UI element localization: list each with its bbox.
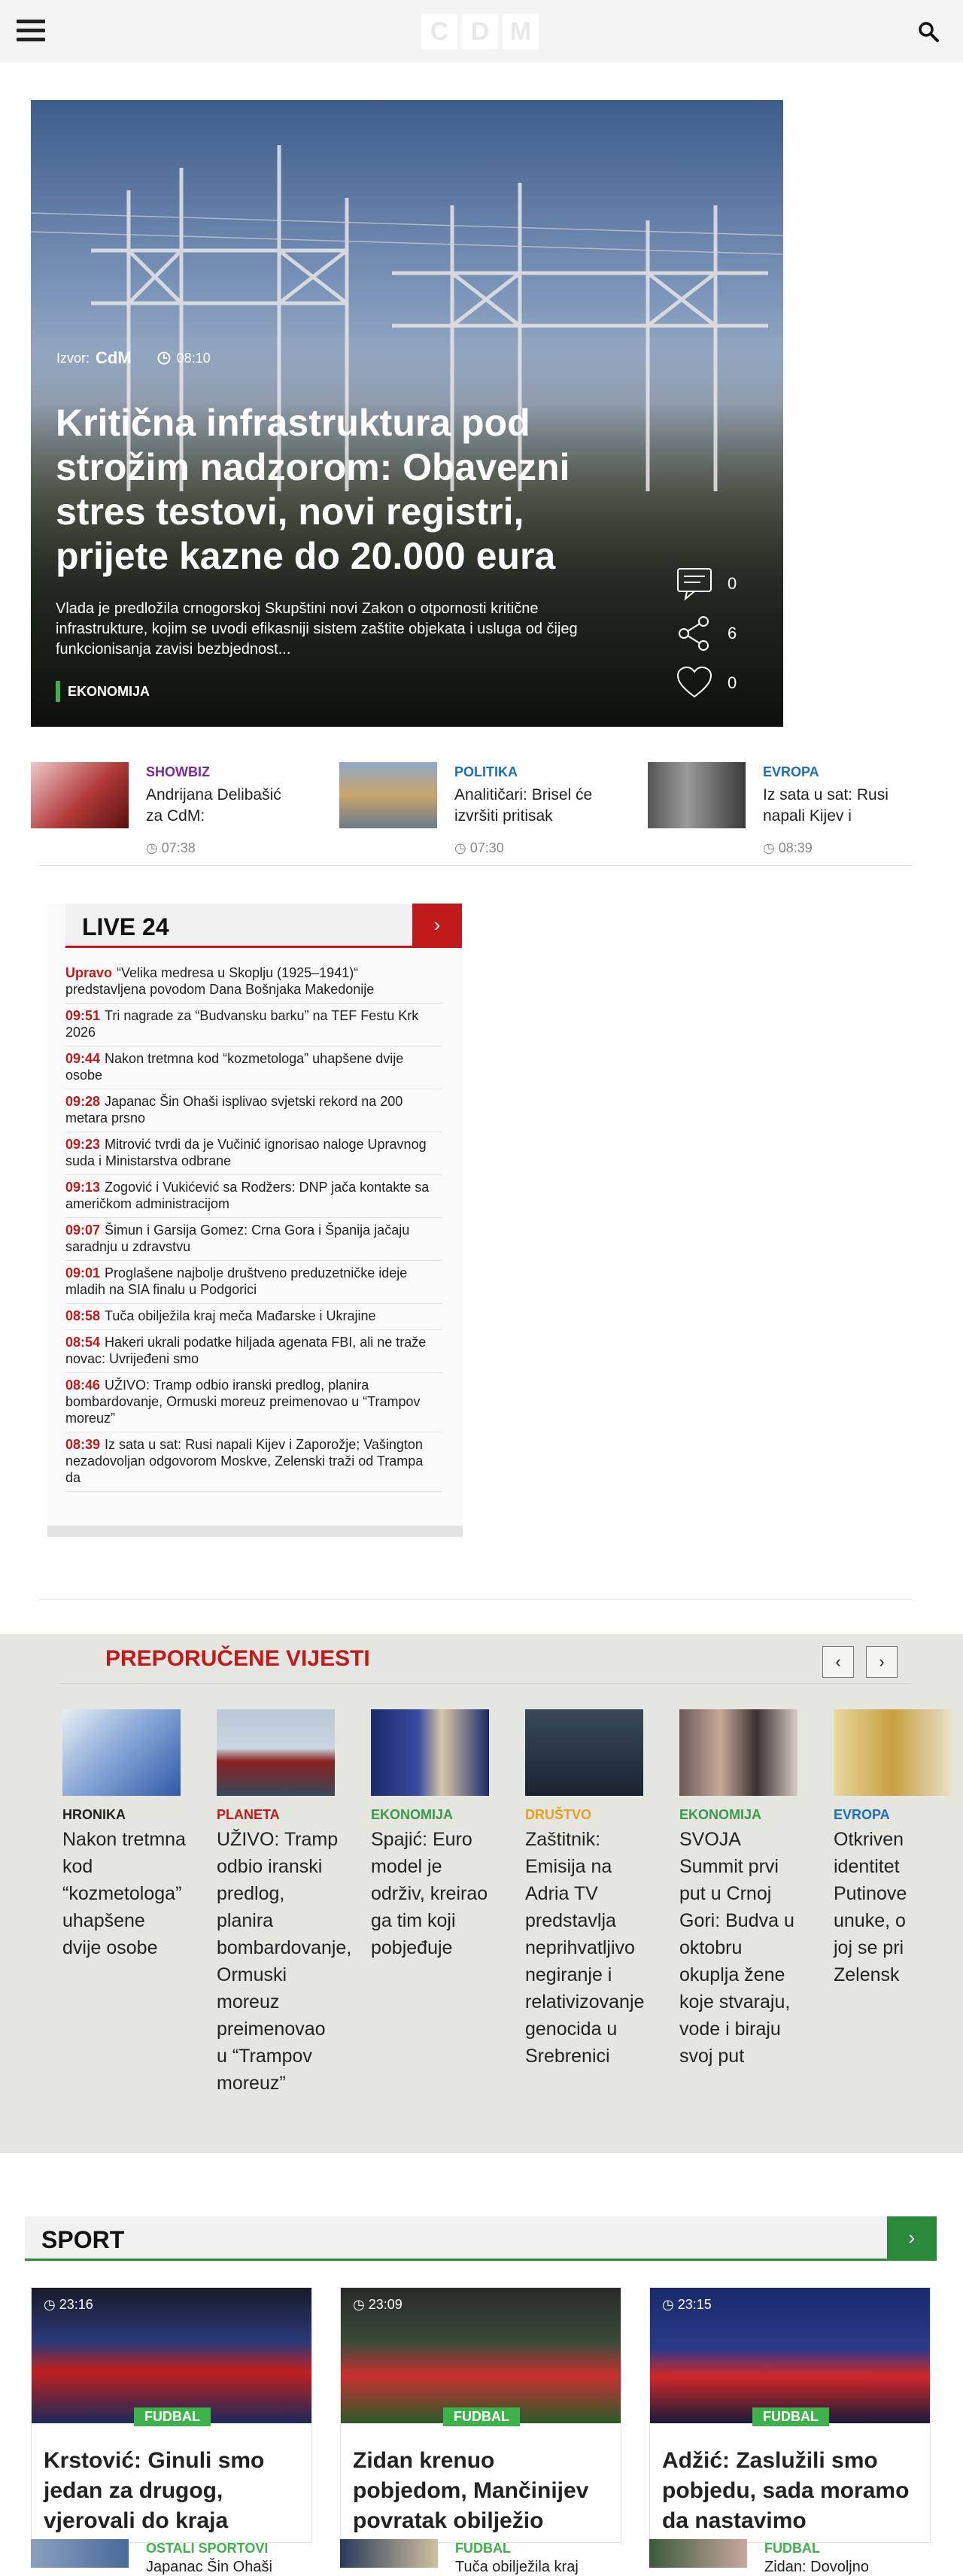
card-category[interactable]: DRUŠTVO [525, 1807, 592, 1822]
news-time-value: 07:38 [161, 840, 196, 855]
card-category[interactable]: EKONOMIJA [679, 1807, 762, 1822]
next-arrow-button[interactable]: › [866, 1646, 898, 1678]
live-item[interactable] [65, 1132, 442, 1175]
live-item[interactable] [65, 1175, 442, 1218]
news-category[interactable]: POLITIKA [454, 764, 518, 779]
recommended-title: PREPORUČENE VIJESTI [105, 1646, 370, 1671]
live-item-time: 09:23 [65, 1137, 101, 1152]
card-category[interactable]: HRONIKA [62, 1807, 126, 1822]
live-item-time: 09:51 [65, 1008, 101, 1023]
sport-mini-item[interactable] [31, 2539, 312, 2575]
news-category[interactable]: SHOWBIZ [146, 764, 210, 779]
logo-letter: M [503, 14, 539, 50]
comment-icon [675, 564, 714, 603]
hero-category-badge[interactable]: EKONOMIJA [56, 681, 150, 702]
recommended-section [0, 1634, 963, 2153]
live-list[interactable] [65, 961, 442, 1521]
card-badge[interactable]: FUDBAL [134, 2407, 211, 2426]
live-scrollbar[interactable] [47, 1526, 463, 1537]
hero-time: 08:10 [176, 350, 211, 366]
news-time: ◷ 08:39 [763, 840, 813, 855]
card-category[interactable]: EVROPA [834, 1807, 890, 1822]
sport-more-button[interactable]: › [887, 2216, 937, 2259]
live-item-text: Hakeri ukrali podatke hiljada agenata FBI, ali ne traže novac: Uvrijeđeni smo [65, 1335, 427, 1366]
card-title[interactable]: SVOJA Summit prvi put u Crnoj Gori: Budva u oktobru okuplja žene koje stvaraju, vode i biraju svoj put [679, 1829, 794, 2067]
live-header [65, 904, 462, 948]
recommended-card[interactable] [371, 1709, 495, 1961]
news-title[interactable]: Analitičari: Brisel će izvršiti pritisak [454, 786, 593, 825]
hero-meta [56, 348, 211, 368]
source-label: Izvor: [56, 350, 90, 366]
news-time: ◷ 07:30 [454, 840, 504, 855]
live-item-text: UŽIVO: Tramp odbio iranski predlog, planira bombardovanje, Ormuski moreuz preimenovao u “Trampov moreuz” [65, 1378, 421, 1426]
live-item-time: 08:46 [65, 1378, 101, 1393]
live-item[interactable] [65, 1304, 442, 1330]
mini-news-item[interactable] [31, 762, 317, 856]
site-logo[interactable] [421, 14, 542, 50]
live-feed [47, 904, 463, 1537]
sport-card[interactable] [649, 2287, 931, 2543]
live-item[interactable] [65, 1089, 442, 1132]
news-category[interactable]: FUDBAL [764, 2541, 820, 2556]
live-item[interactable] [65, 1004, 442, 1046]
live-item-time: 08:54 [65, 1335, 101, 1350]
live-item[interactable] [65, 1046, 442, 1089]
live-item-text: “Velika medresa u Skoplju (1925–1941)“ predstavljena povodom Dana Bošnjaka Makedonije [65, 965, 375, 997]
live-item[interactable] [65, 1218, 442, 1261]
sport-title: SPORT [41, 2226, 125, 2253]
source-name: CdM [96, 348, 132, 367]
card-category[interactable]: EKONOMIJA [371, 1807, 454, 1822]
live-item-text: Tri nagrade za “Budvansku barku” na TEF Festu Krk 2026 [65, 1008, 419, 1040]
news-thumbnail [340, 2539, 438, 2568]
sport-card[interactable] [340, 2287, 621, 2543]
sport-mini-item[interactable] [340, 2539, 621, 2575]
heart-icon [675, 664, 714, 703]
live-item-time: 08:58 [65, 1308, 101, 1323]
shares-stat[interactable] [675, 609, 758, 658]
card-time: ◷ 23:16 [44, 2297, 93, 2312]
live-item-time: 09:01 [65, 1265, 101, 1280]
card-image [217, 1709, 335, 1796]
likes-count: 0 [728, 673, 737, 692]
card-badge[interactable]: FUDBAL [752, 2407, 829, 2426]
prev-arrow-button[interactable]: ‹ [822, 1646, 854, 1678]
news-category[interactable]: EVROPA [763, 764, 819, 779]
hero-article[interactable] [31, 100, 783, 727]
card-category[interactable]: PLANETA [217, 1807, 280, 1822]
card-image [834, 1709, 952, 1796]
recommended-card[interactable] [679, 1709, 804, 2070]
recommended-card[interactable] [834, 1709, 963, 1988]
live-item-text: Mitrović tvrdi da je Vučinić ignorisao naloge Upravnog suda i Ministarstva odbrane [65, 1137, 427, 1168]
live-item-text: Japanac Šin Ohaši isplivao svjetski rekord na 200 metara prsno [65, 1094, 403, 1125]
mini-news-item[interactable] [339, 762, 625, 856]
comments-stat[interactable] [675, 559, 758, 609]
news-thumbnail [648, 762, 746, 828]
live-item[interactable] [65, 961, 442, 1004]
live-item-time: 08:39 [65, 1437, 101, 1452]
card-title[interactable]: Spajić: Euro model je održiv, kreirao ga tim koji pobjeđuje [371, 1829, 488, 1958]
news-title[interactable]: Japanac Šin Ohaši [146, 2559, 272, 2575]
share-icon [675, 614, 714, 653]
news-thumbnail [31, 2539, 129, 2568]
live-item-text: Iz sata u sat: Rusi napali Kijev i Zaporožje; Vašington nezadovoljan odgovorom Moskve, Zelenski traži od Trampa da [65, 1437, 424, 1485]
hero-stats [675, 559, 758, 708]
card-image [371, 1709, 489, 1796]
news-title[interactable]: Tuča obilježila kraj [455, 2559, 579, 2575]
live-item-text: Šimun i Garsija Gomez: Crna Gora i Španija jačaju saradnju u zdravstvu [65, 1223, 410, 1254]
card-title[interactable]: Zidan krenuo pobjedom, Mančinijev povratak obilježio [353, 2448, 589, 2533]
live-item-time: 09:07 [65, 1223, 101, 1238]
clock-icon [157, 351, 171, 365]
hero-title[interactable]: Kritična infrastruktura pod strožim nadzorom: Obavezni stres testovi, novi registri, prijete kazne do 20.000 eura [56, 402, 570, 577]
news-title[interactable]: Iz sata u sat: Rusi napali Kijev i [763, 786, 889, 825]
news-category[interactable]: OSTALI SPORTOVI [146, 2541, 269, 2556]
card-time-value: 23:15 [677, 2297, 712, 2312]
shares-count: 6 [728, 624, 737, 642]
logo-letter: C [421, 14, 457, 50]
mini-news-item[interactable] [648, 762, 934, 856]
news-thumbnail [31, 762, 129, 828]
news-time: ◷ 07:38 [146, 840, 196, 855]
card-title[interactable]: UŽIVO: Tramp odbio iranski predlog, planira bombardovanje, Ormuski moreuz preimenovao u “Trampov moreuz” [217, 1829, 352, 2094]
news-thumbnail [649, 2539, 747, 2568]
live-item-text: Tuča obilježila kraj meča Mađarske i Ukrajine [105, 1308, 376, 1323]
news-category[interactable]: FUDBAL [455, 2541, 511, 2556]
section-divider [39, 865, 912, 866]
card-time: ◷ 23:15 [662, 2297, 712, 2312]
news-time-value: 07:30 [469, 840, 504, 855]
sport-card[interactable] [31, 2287, 312, 2543]
recommended-card[interactable] [525, 1709, 649, 2070]
card-title[interactable]: Zaštitnik: Emisija na Adria TV predstavlja neprihvatljivo negiranje i relativizovanje genocida u Srebrenici [525, 1829, 645, 2067]
card-title[interactable]: Adžić: Zaslužili smo pobjedu, sada moramo da nastavimo [662, 2448, 910, 2533]
card-image [62, 1709, 181, 1796]
live-item-time: 09:28 [65, 1094, 101, 1109]
card-time: ◷ 23:09 [353, 2297, 403, 2312]
news-time-value: 08:39 [778, 840, 813, 855]
recommended-card[interactable] [62, 1709, 187, 1961]
live-item[interactable] [65, 1330, 442, 1373]
live-item-text: Zogović i Vukićević sa Rodžers: DNP jača kontakte sa američkom administracijom [65, 1180, 430, 1211]
live-item-text: Proglašene najbolje društveno preduzetničke ideje mladih na SIA finalu u Podgorici [65, 1265, 408, 1297]
live-item-time: Upravo [65, 965, 113, 980]
news-title[interactable]: Zidan: Dovoljno [764, 2559, 869, 2575]
logo-letter: D [462, 14, 498, 50]
live-item[interactable] [65, 1261, 442, 1304]
search-icon[interactable] [918, 21, 939, 42]
live-title: LIVE 24 [82, 913, 169, 940]
live-more-button[interactable]: › [412, 904, 462, 946]
recommended-divider [60, 1683, 910, 1684]
recommended-card[interactable] [217, 1709, 352, 2097]
live-item[interactable] [65, 1373, 442, 1432]
card-title[interactable]: Krstović: Ginuli smo jedan za drugog, vjerovali do kraja [44, 2448, 265, 2533]
card-badge[interactable]: FUDBAL [443, 2407, 520, 2426]
news-title[interactable]: Andrijana Delibašić za CdM: [146, 786, 281, 825]
hamburger-icon[interactable] [17, 20, 45, 42]
news-thumbnail [339, 762, 437, 828]
live-item-time: 09:13 [65, 1180, 101, 1195]
card-time-value: 23:16 [59, 2297, 93, 2312]
sport-mini-item[interactable] [649, 2539, 931, 2575]
live-item[interactable] [65, 1432, 442, 1492]
hero-lead: Vlada je predložila crnogorskoj Skupštini novi Zakon o otpornosti kritične infrastrukture, kojim se uvodi efikasniji sistem zaštite objekata i usluga od čijeg funkcionisanja zavisi bezbjednost... [56, 600, 578, 658]
card-image [525, 1709, 643, 1796]
live-item-text: Nakon tretmna kod “kozmetologa” uhapšene dvije osobe [65, 1051, 404, 1083]
sport-header [25, 2216, 937, 2261]
card-title[interactable]: Nakon tretmna kod “kozmetologa” uhapšene dvije osobe [62, 1829, 186, 1958]
likes-stat[interactable] [675, 658, 758, 708]
card-title[interactable]: Otkriven identitet Putinove unuke, o joj se pri Zelensk [834, 1829, 907, 1985]
card-time-value: 23:09 [368, 2297, 403, 2312]
top-bar [0, 0, 963, 62]
live-item-time: 09:44 [65, 1051, 101, 1066]
comments-count: 0 [728, 574, 737, 593]
card-image [679, 1709, 797, 1796]
